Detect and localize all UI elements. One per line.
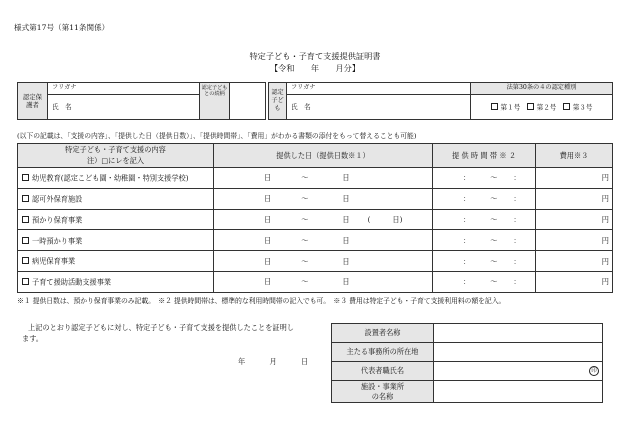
provider-name-label: 設置者名称	[332, 324, 434, 343]
fee-cell[interactable]: 円	[536, 209, 613, 230]
guardian-relation-label: 認定子どもとの続柄	[200, 83, 230, 120]
time-cell[interactable]: ： 〜 ：	[433, 251, 536, 272]
days-cell[interactable]: 日 〜 日	[214, 251, 433, 272]
checkbox[interactable]	[22, 278, 29, 285]
guardian-furigana-field[interactable]	[74, 83, 200, 95]
checkbox[interactable]	[491, 103, 498, 110]
fee-cell[interactable]: 円	[536, 251, 613, 272]
table-row	[18, 168, 613, 189]
row-label: 一時預かり事業	[32, 236, 83, 246]
checkbox[interactable]	[527, 103, 534, 110]
row-label: 子育て援助活動支援事業	[32, 277, 112, 287]
cert-type-header: 法第30条の４の認定種別	[471, 83, 613, 95]
time-cell[interactable]: ： 〜 ：	[433, 168, 536, 189]
table-row	[18, 209, 613, 230]
cert-type-options: 第１号 第２号 第３号	[471, 95, 613, 120]
time-cell[interactable]: ： 〜 ：	[433, 188, 536, 209]
fee-cell[interactable]: 円	[536, 188, 613, 209]
date-month: 月	[269, 357, 277, 366]
days-cell[interactable]: 日 〜 日 ( 日)	[214, 209, 433, 230]
days-cell[interactable]: 日 〜 日	[214, 168, 433, 189]
row-label: 預かり保育事業	[32, 215, 83, 225]
child-name-label: 氏 名	[287, 95, 317, 120]
document-title: 特定子ども・子育て支援提供証明書	[249, 51, 381, 61]
support-table	[17, 143, 613, 293]
table-row	[18, 188, 613, 209]
checkbox[interactable]	[563, 103, 570, 110]
provider-name-field[interactable]	[434, 324, 603, 343]
period-label: 【令和 年 月分】	[269, 63, 361, 73]
time-cell[interactable]: ： 〜 ：	[433, 230, 536, 251]
guardian-label: 認定保護者	[18, 83, 48, 120]
footnote: ※１ 提供日数は、預かり保育事業のみ記載。 ※２ 提供時間帯は、標準的な利用時間帯の記入でも可。 ※３ 費用は特定子ども・子育て支援利用料の額を記入。	[17, 297, 506, 305]
checkbox[interactable]	[22, 195, 29, 202]
child-label: 認定子ども	[269, 83, 287, 120]
provider-table	[331, 323, 603, 403]
time-cell[interactable]: ： 〜 ：	[433, 209, 536, 230]
office-address-field[interactable]	[434, 343, 603, 362]
certify-text-line1: 上記のとおり認定子どもに対し、特定子ども・子育て支援を提供したことを証明し	[28, 323, 294, 332]
guardian-name-label: 氏 名	[48, 95, 74, 120]
checkbox[interactable]	[22, 216, 29, 223]
time-cell[interactable]: ： 〜 ：	[433, 272, 536, 293]
fee-cell[interactable]: 円	[536, 168, 613, 189]
fee-cell[interactable]: 円	[536, 272, 613, 293]
representative-label: 代表者職氏名	[332, 362, 434, 381]
header-fee: 費用※３	[536, 144, 613, 168]
facility-name-field[interactable]	[434, 381, 603, 403]
child-furigana-label: フリガナ	[287, 83, 317, 95]
days-cell[interactable]: 日 〜 日	[214, 188, 433, 209]
attachment-note: (以下の記載は、「支援の内容」、「提供した日（提供日数）」、「提供時間帯」、「費用」がわかる書類の添付をもって替えることも可能)	[17, 132, 417, 140]
date-year: 年	[238, 357, 246, 366]
seal-icon: 印	[589, 366, 599, 376]
checkbox[interactable]	[22, 257, 29, 264]
office-address-label: 主たる事務所の所在地	[332, 343, 434, 362]
days-cell[interactable]: 日 〜 日	[214, 230, 433, 251]
table-row	[18, 230, 613, 251]
row-label: 認可外保育施設	[32, 194, 83, 204]
guardian-furigana-label: フリガナ	[48, 83, 74, 95]
row-label: 病児保育事業	[32, 256, 76, 266]
form-number: 様式第17号（第11条関係）	[14, 23, 110, 32]
facility-name-label: 施設・事業所 の名称	[332, 381, 434, 403]
date-day: 日	[301, 357, 309, 366]
child-furigana-field[interactable]	[317, 83, 471, 95]
representative-field[interactable]	[434, 362, 603, 381]
days-cell[interactable]: 日 〜 日	[214, 272, 433, 293]
table-row	[18, 272, 613, 293]
fee-cell[interactable]: 円	[536, 230, 613, 251]
header-days: 提供した日（提供日数※１）	[214, 144, 433, 168]
child-name-field[interactable]	[317, 95, 471, 120]
checkbox[interactable]	[22, 237, 29, 244]
child-box	[268, 82, 613, 120]
guardian-relation-field[interactable]	[230, 83, 266, 120]
header-time: 提 供 時 間 帯 ※ ２	[433, 144, 536, 168]
table-row	[18, 251, 613, 272]
header-content: 特定子ども・子育て支援の内容 注）□にレを記入	[18, 144, 214, 168]
guardian-name-field[interactable]	[74, 95, 200, 120]
certify-text-line2: ます。	[22, 334, 43, 343]
date-line	[238, 358, 308, 365]
row-label: 幼児教育(認定こども園・幼稚園・特別支援学校)	[32, 173, 189, 183]
checkbox[interactable]	[22, 174, 29, 181]
guardian-box	[17, 82, 266, 120]
